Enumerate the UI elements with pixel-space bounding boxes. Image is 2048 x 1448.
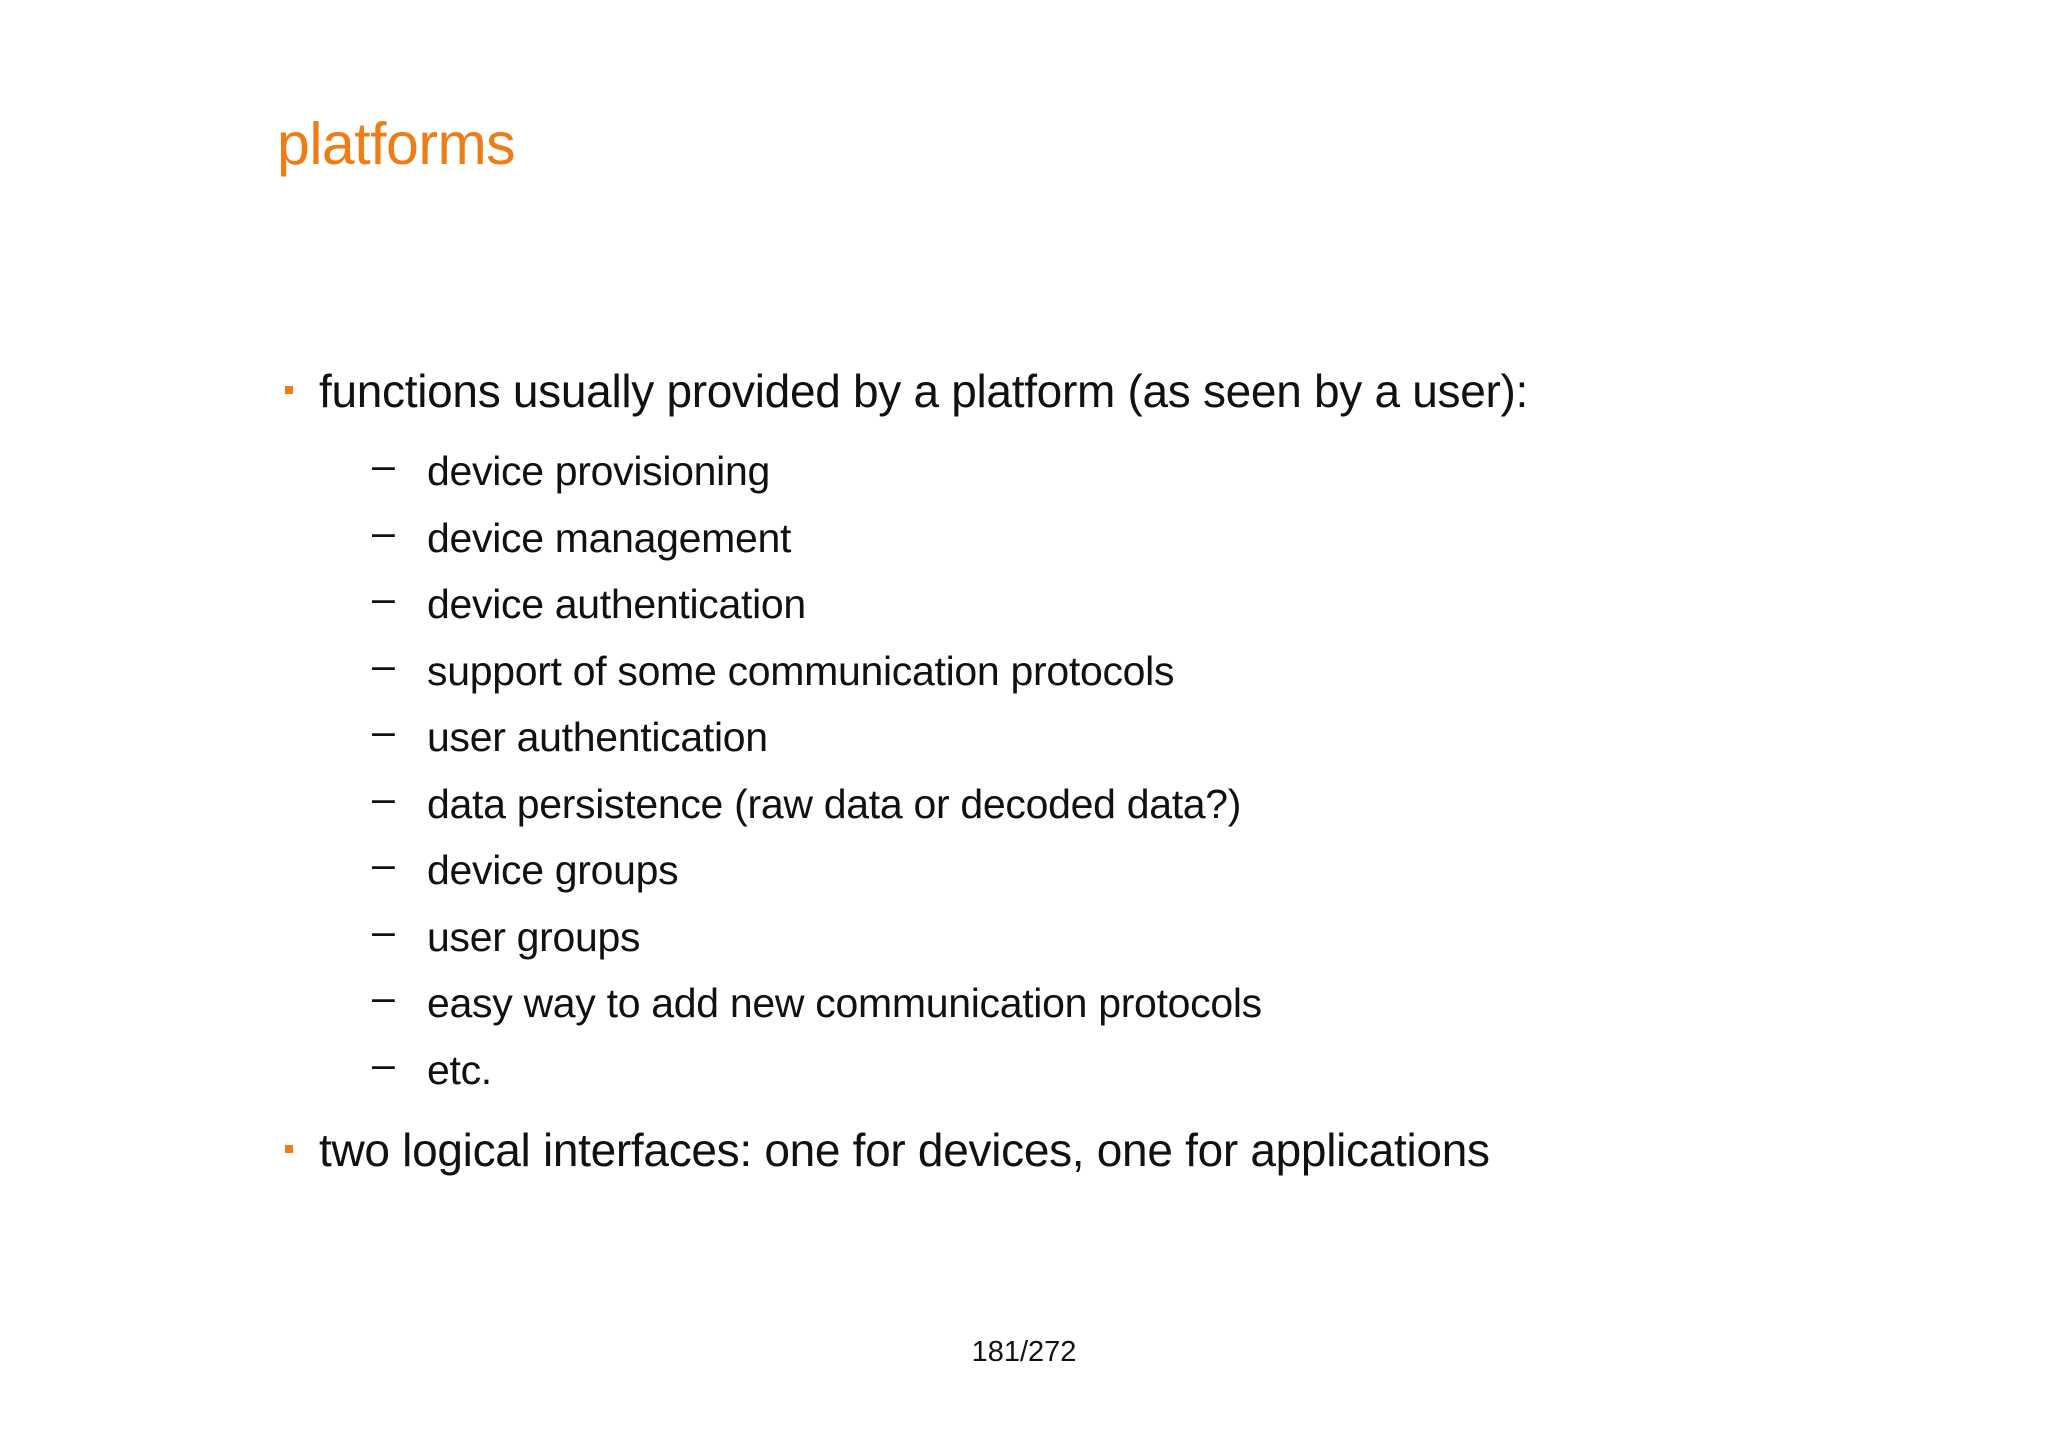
page-number: 181/272 [971,1336,1077,1368]
bullet-text: two logical interfaces: one for devices, one for applications [319,1124,1490,1176]
sub-item-text: etc. [427,1046,492,1093]
dash-bullet-icon: – [372,974,395,1020]
sub-list-item [277,904,1977,971]
sub-item-text: user authentication [427,714,768,760]
sub-list-item [277,438,1977,505]
sub-list-item [277,571,1977,638]
dash-bullet-icon: – [372,774,395,821]
sub-item-text: support of some communication protocols [427,647,1175,694]
square-bullet-icon [285,386,293,394]
dash-bullet-icon: – [372,841,395,887]
sub-item-text: device groups [427,847,679,893]
dash-bullet-icon: – [372,508,395,555]
bullet-item [277,358,1977,424]
sub-list-item [277,771,1977,838]
sub-item-text: user groups [427,913,641,960]
dash-bullet-icon: – [372,641,395,688]
square-bullet-icon [285,1145,293,1153]
sub-list-item [277,704,1977,771]
dash-bullet-icon: – [372,907,395,954]
sub-item-text: data persistence (raw data or decoded data?) [427,780,1242,827]
sub-list-item [277,1037,1977,1104]
sub-item-text: device management [427,514,792,561]
slide-title: platforms [277,111,516,177]
dash-bullet-icon: – [372,575,395,621]
dash-bullet-icon: – [372,442,395,488]
bullet-item [277,1117,1977,1183]
sub-item-text: device provisioning [427,448,771,494]
sub-list-item [277,970,1977,1037]
sub-list-item [277,638,1977,705]
dash-bullet-icon: – [372,708,395,754]
sub-item-text: device authentication [427,581,806,627]
sub-list-item [277,505,1977,572]
slide-content [277,358,1977,1183]
sub-item-text: easy way to add new communication protocols [427,980,1262,1026]
sub-list-item [277,837,1977,904]
sub-list [277,438,1977,1103]
bullet-text: functions usually provided by a platform (as seen by a user): [319,365,1528,417]
dash-bullet-icon: – [372,1040,395,1087]
